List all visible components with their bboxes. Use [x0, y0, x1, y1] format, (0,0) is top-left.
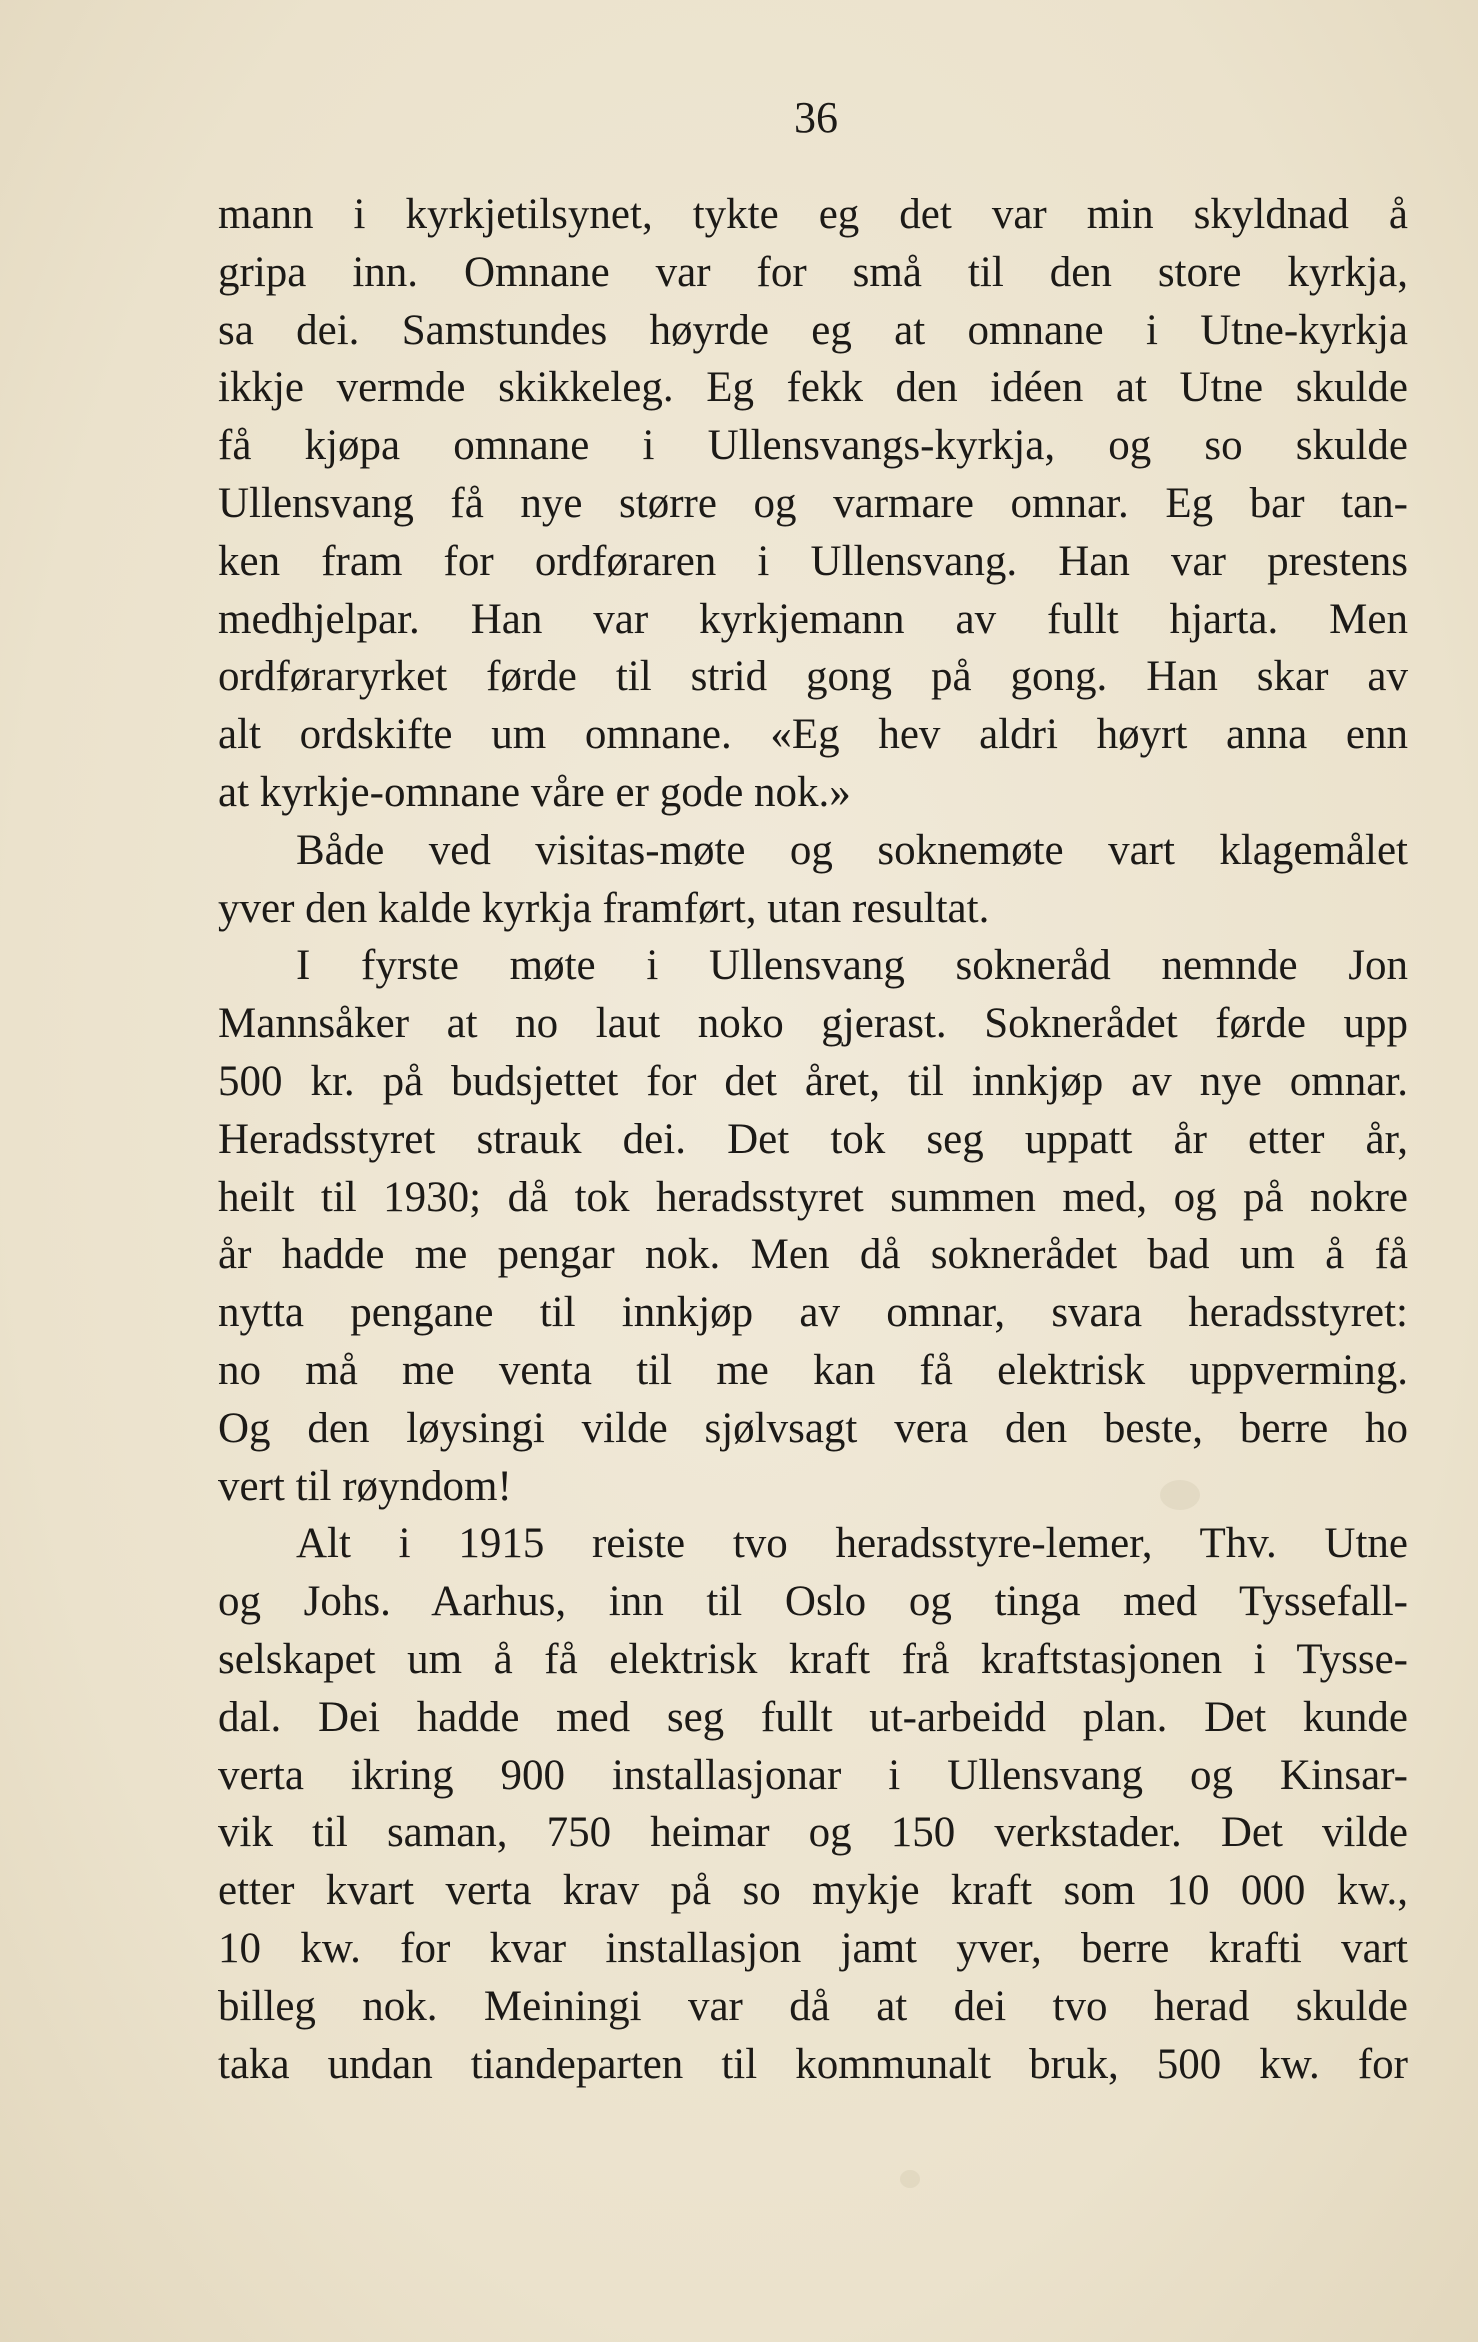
- text-line: Heradsstyret strauk dei. Det tok seg uppatt år etter år,: [218, 1115, 1408, 1163]
- text-line: Alt i 1915 reiste tvo heradsstyre-lemer, Thv. Utne: [296, 1520, 1408, 1568]
- text-line: år hadde me pengar nok. Men då soknerådet bad um å få: [218, 1231, 1408, 1279]
- text-line: ken fram for ordføraren i Ullensvang. Han var prestens: [218, 537, 1408, 585]
- text-line: vik til saman, 750 heimar og 150 verkstader. Det vilde: [218, 1809, 1408, 1857]
- text-line: Og den løysingi vilde sjølvsagt vera den beste, berre ho: [218, 1404, 1408, 1452]
- text-line: heilt til 1930; då tok heradsstyret summen med, og på nokre: [218, 1173, 1408, 1221]
- text-line: sa dei. Samstundes høyrde eg at omnane i Utne-kyrkja: [218, 306, 1408, 354]
- text-line: få kjøpa omnane i Ullensvangs-kyrkja, og so skulde: [218, 422, 1408, 470]
- text-line: dal. Dei hadde med seg fullt ut-arbeidd plan. Det kunde: [218, 1693, 1408, 1741]
- text-line: ikkje vermde skikkeleg. Eg fekk den idéen at Utne skulde: [218, 364, 1408, 412]
- text-line: billeg nok. Meiningi var då at dei tvo herad skulde: [218, 1982, 1408, 2030]
- page-number: 36: [794, 93, 838, 142]
- text-line: Ullensvang få nye større og varmare omnar. Eg bar tan-: [218, 479, 1408, 527]
- text-line: gripa inn. Omnane var for små til den store kyrkja,: [218, 248, 1408, 296]
- text-line: alt ordskifte um omnane. «Eg hev aldri høyrt anna enn: [218, 711, 1408, 759]
- text-line: Både ved visitas-møte og soknemøte vart klagemålet: [296, 826, 1408, 874]
- text-line: mann i kyrkjetilsynet, tykte eg det var min skyldnad å: [218, 191, 1408, 238]
- text-line: Mannsåker at no laut noko gjerast. Soknerådet førde upp: [218, 1000, 1408, 1048]
- text-line: taka undan tiandeparten til kommunalt bruk, 500 kw. for: [218, 2040, 1408, 2088]
- text-line: no må me venta til me kan få elektrisk uppverming.: [218, 1346, 1408, 1394]
- text-line: I fyrste møte i Ullensvang sokneråd nemnde Jon: [296, 942, 1408, 990]
- text-line: 500 kr. på budsjettet for det året, til innkjøp av nye omnar.: [218, 1057, 1408, 1105]
- paper-stain: [900, 2170, 920, 2188]
- text-line: og Johs. Aarhus, inn til Oslo og tinga med Tyssefall-: [218, 1578, 1408, 1626]
- body-text: [218, 186, 1408, 2093]
- text-line: verta ikring 900 installasjonar i Ullensvang og Kinsar-: [218, 1751, 1408, 1799]
- text-line: vert til røyndom!: [218, 1462, 512, 1510]
- text-line: ordføraryrket førde til strid gong på gong. Han skar av: [218, 653, 1408, 701]
- text-line: nytta pengane til innkjøp av omnar, svara heradsstyret:: [218, 1289, 1408, 1337]
- text-line: yver den kalde kyrkja framført, utan resultat.: [218, 884, 990, 932]
- text-line: etter kvart verta krav på so mykje kraft som 10 000 kw.,: [218, 1867, 1408, 1915]
- text-line: selskapet um å få elektrisk kraft frå kraftstasjonen i Tysse-: [218, 1635, 1408, 1683]
- text-line: 10 kw. for kvar installasjon jamt yver, berre krafti vart: [218, 1924, 1408, 1972]
- text-line: medhjelpar. Han var kyrkjemann av fullt hjarta. Men: [218, 595, 1408, 643]
- text-line: at kyrkje-omnane våre er gode nok.»: [218, 768, 851, 816]
